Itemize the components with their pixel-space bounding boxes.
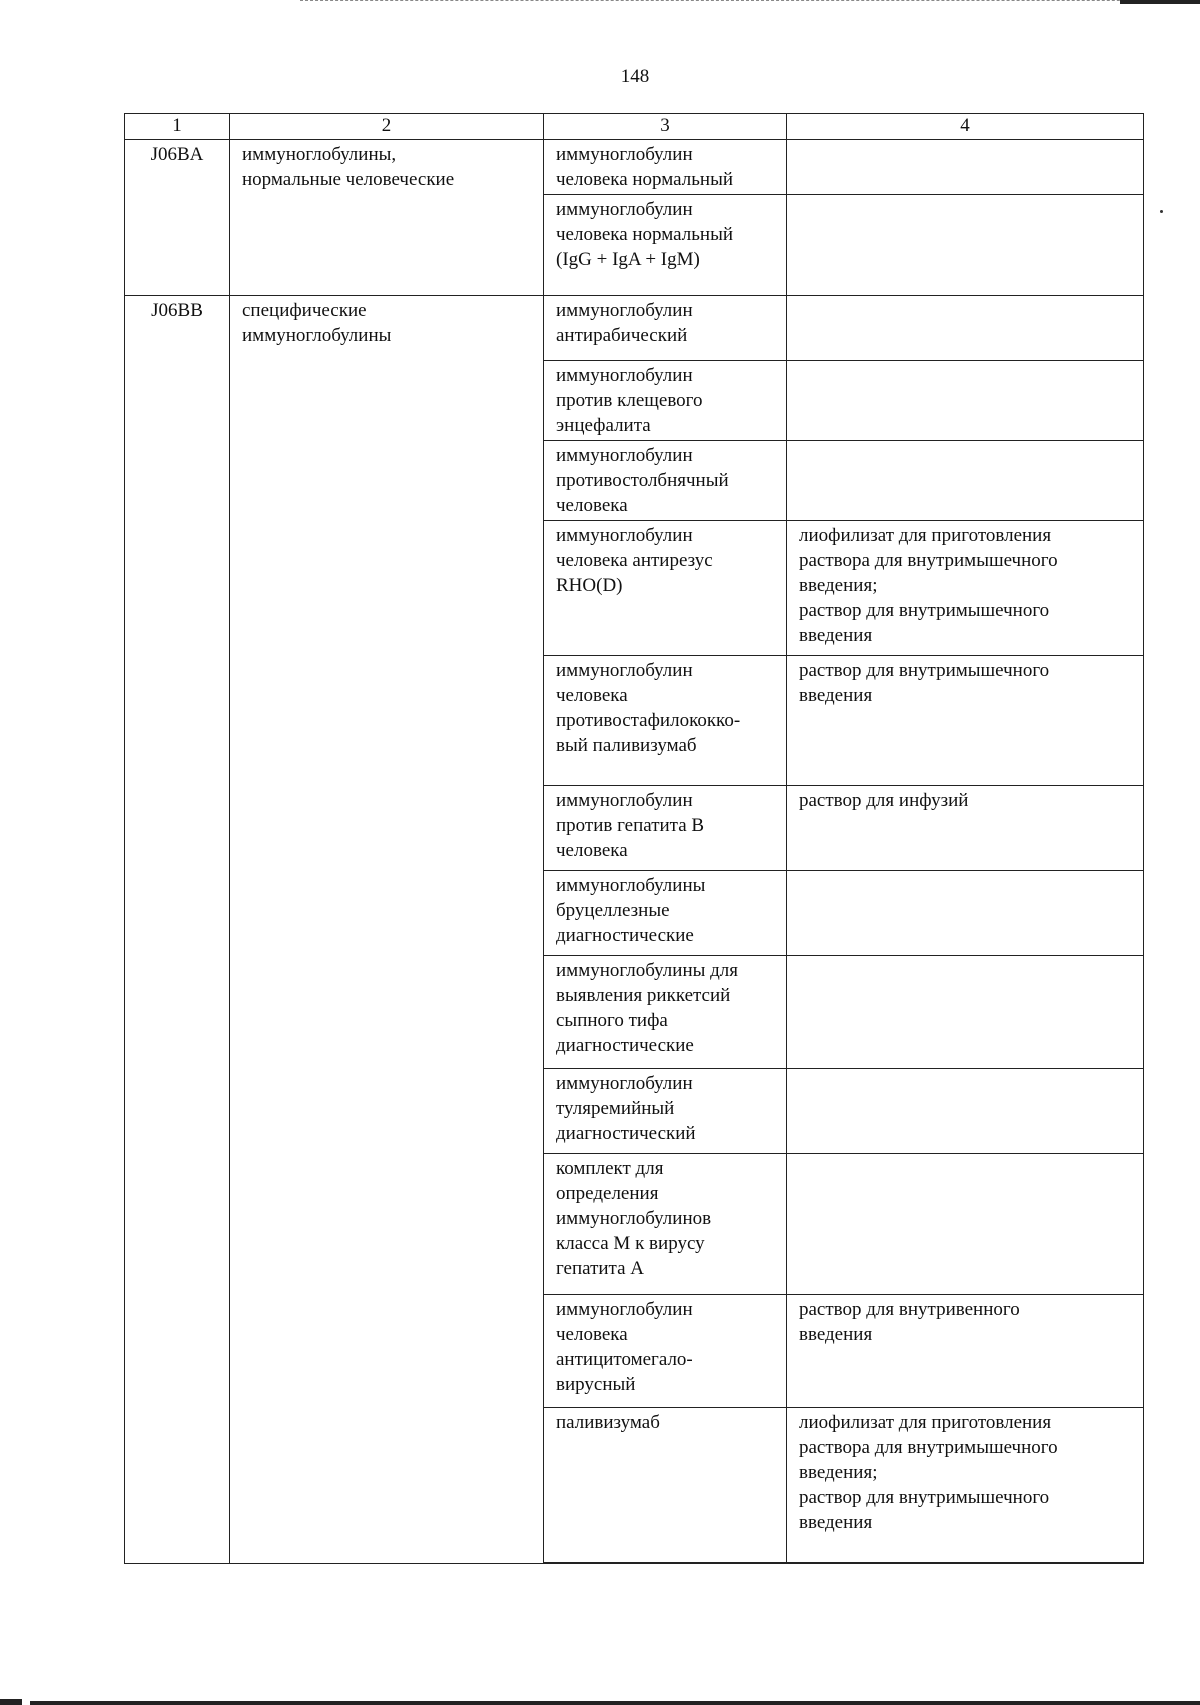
dosage-form-cell bbox=[787, 361, 1144, 441]
drug-name-cell: иммуноглобулин против клещевого энцефалита bbox=[544, 361, 787, 441]
group-name-cell: специфические иммуноглобулины bbox=[230, 296, 544, 1564]
column-header-3: 3 bbox=[544, 114, 787, 140]
drug-name-cell: комплект для определения иммуноглобулинов класса M к вирусу гепатита A bbox=[544, 1154, 787, 1295]
drug-name-cell: иммуноглобулин против гепатита B человека bbox=[544, 786, 787, 871]
column-header-1: 1 bbox=[125, 114, 230, 140]
dosage-form-cell bbox=[787, 1069, 1144, 1154]
drug-name-cell: иммуноглобулин противостолбнячный человека bbox=[544, 441, 787, 521]
scan-edge-bottom bbox=[30, 1701, 1200, 1705]
dosage-form-cell: лиофилизат для приготовления раствора для внутримышечного введения; раствор для внутримышечного введения bbox=[787, 1408, 1144, 1564]
drug-name-cell: иммуноглобулин человека нормальный (IgG + IgA + IgM) bbox=[544, 195, 787, 296]
dosage-form-cell: лиофилизат для приготовления раствора для внутримышечного введения; раствор для внутримышечного введения bbox=[787, 521, 1144, 656]
dosage-form-cell: раствор для внутривенного введения bbox=[787, 1295, 1144, 1408]
group-name-cell: иммуноглобулины, нормальные человеческие bbox=[230, 140, 544, 296]
drug-name-cell: иммуноглобулины для выявления риккетсий сыпного тифа диагностические bbox=[544, 956, 787, 1069]
table-row bbox=[125, 140, 1144, 195]
column-header-4: 4 bbox=[787, 114, 1144, 140]
dosage-form-cell bbox=[787, 140, 1144, 195]
drug-name-cell: иммуноглобулин туляремийный диагностический bbox=[544, 1069, 787, 1154]
drug-name-cell: паливизумаб bbox=[544, 1408, 787, 1564]
drug-name-cell: иммуноглобулин человека антирезус RHO(D) bbox=[544, 521, 787, 656]
drug-name-cell: иммуноглобулин человека антицитомегало- вирусный bbox=[544, 1295, 787, 1408]
dosage-form-cell: раствор для внутримышечного введения bbox=[787, 656, 1144, 786]
drug-name-cell: иммуноглобулины бруцеллезные диагностические bbox=[544, 871, 787, 956]
atc-code-cell: J06BA bbox=[125, 140, 230, 296]
scan-mark-bottom-left bbox=[0, 1699, 22, 1705]
drug-name-cell: иммуноглобулин антирабический bbox=[544, 296, 787, 361]
dosage-form-cell bbox=[787, 1154, 1144, 1295]
dosage-form-cell: раствор для инфузий bbox=[787, 786, 1144, 871]
dosage-form-cell bbox=[787, 441, 1144, 521]
table-row bbox=[125, 296, 1144, 361]
atc-code-cell: J06BB bbox=[125, 296, 230, 1564]
drug-table bbox=[124, 113, 1144, 1564]
drug-name-cell: иммуноглобулин человека нормальный bbox=[544, 140, 787, 195]
dosage-form-cell bbox=[787, 195, 1144, 296]
table-header-row bbox=[125, 114, 1144, 140]
page-number: 148 bbox=[620, 66, 650, 87]
scan-edge-top bbox=[300, 0, 1200, 4]
column-header-2: 2 bbox=[230, 114, 544, 140]
dosage-form-cell bbox=[787, 956, 1144, 1069]
dosage-form-cell bbox=[787, 296, 1144, 361]
scan-speck bbox=[1160, 210, 1163, 213]
dosage-form-cell bbox=[787, 871, 1144, 956]
drug-name-cell: иммуноглобулин человека противостафилококко- вый паливизумаб bbox=[544, 656, 787, 786]
scan-mark-top-right bbox=[1120, 0, 1200, 4]
